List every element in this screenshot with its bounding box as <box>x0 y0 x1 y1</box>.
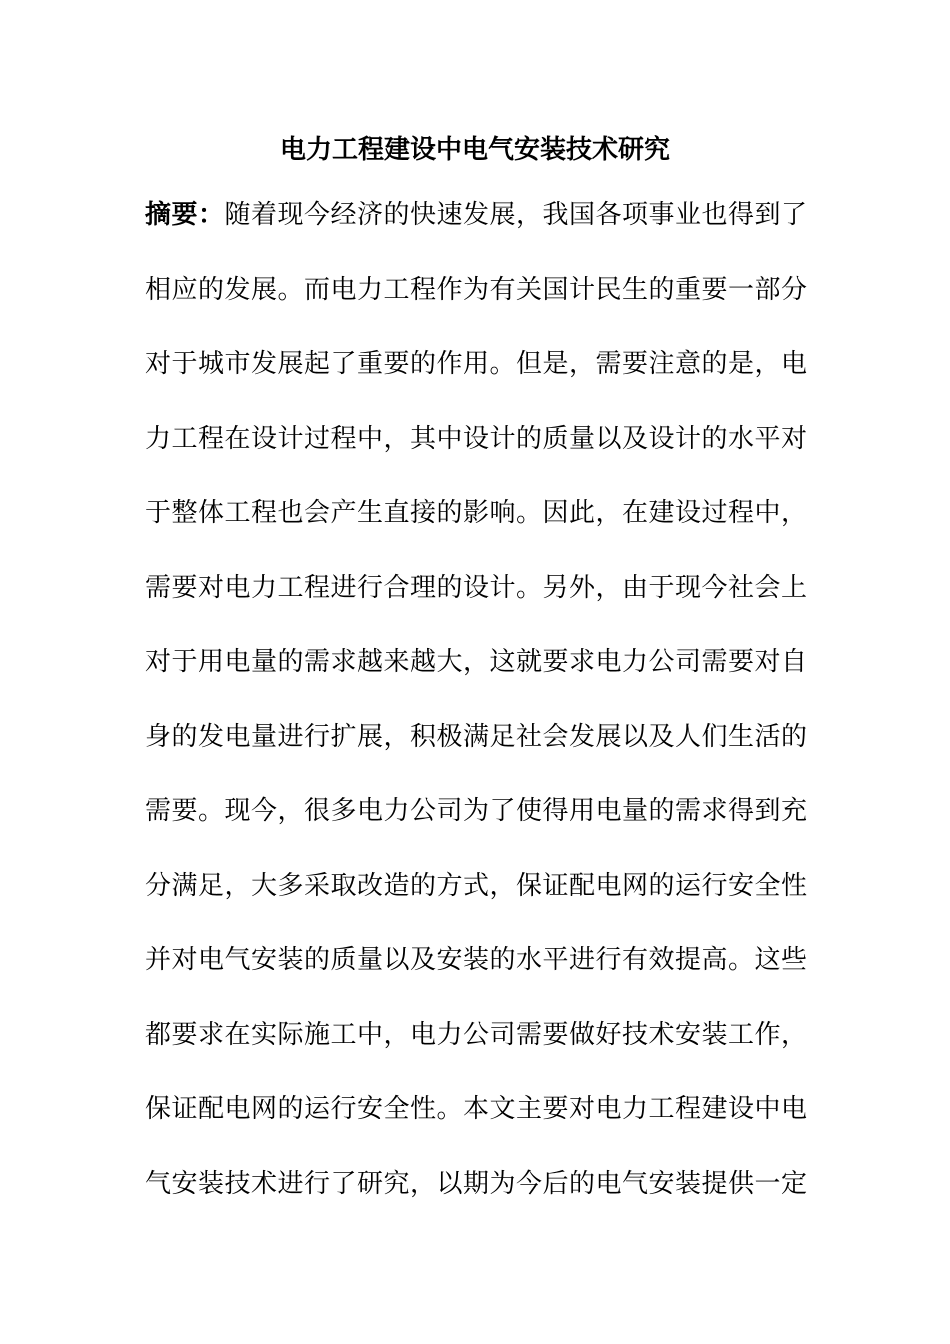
abstract-block <box>145 190 807 1233</box>
abstract-line: 需要对电力工程进行合理的设计。另外，由于现今社会上 <box>145 572 807 603</box>
abstract-label: 摘要： <box>145 200 225 230</box>
abstract-line-text: 随着现今经济的快速发展，我国各项事业也得到了 <box>224 200 807 230</box>
abstract-line: 并对电气安装的质量以及安装的水平进行有效提高。这些 <box>145 945 807 975</box>
abstract-line: 相应的发展。而电力工程作为有关国计民生的重要一部分 <box>145 274 807 305</box>
abstract-line: 需要。现今，很多电力公司为了使得用电量的需求得到充 <box>145 796 807 826</box>
abstract-line: 保证配电网的运行安全性。本文主要对电力工程建设中电 <box>145 1094 807 1124</box>
abstract-line: 力工程在设计过程中，其中设计的质量以及设计的水平对 <box>145 423 807 454</box>
abstract-line: 对于用电量的需求越来越大，这就要求电力公司需要对自 <box>145 647 807 677</box>
abstract-line: 分满足，大多采取改造的方式，保证配电网的运行安全性 <box>145 870 807 901</box>
abstract-line: 于整体工程也会产生直接的影响。因此，在建设过程中， <box>145 498 807 528</box>
document-title: 电力工程建设中电气安装技术研究 <box>279 135 670 165</box>
abstract-line: 对于城市发展起了重要的作用。但是，需要注意的是，电 <box>145 349 807 379</box>
abstract-line: 都要求在实际施工中，电力公司需要做好技术安装工作， <box>145 1019 807 1050</box>
abstract-line <box>145 190 807 265</box>
abstract-line: 气安装技术进行了研究，以期为今后的电气安装提供一定 <box>145 1168 807 1199</box>
abstract-line: 身的发电量进行扩展，积极满足社会发展以及人们生活的 <box>145 721 807 752</box>
